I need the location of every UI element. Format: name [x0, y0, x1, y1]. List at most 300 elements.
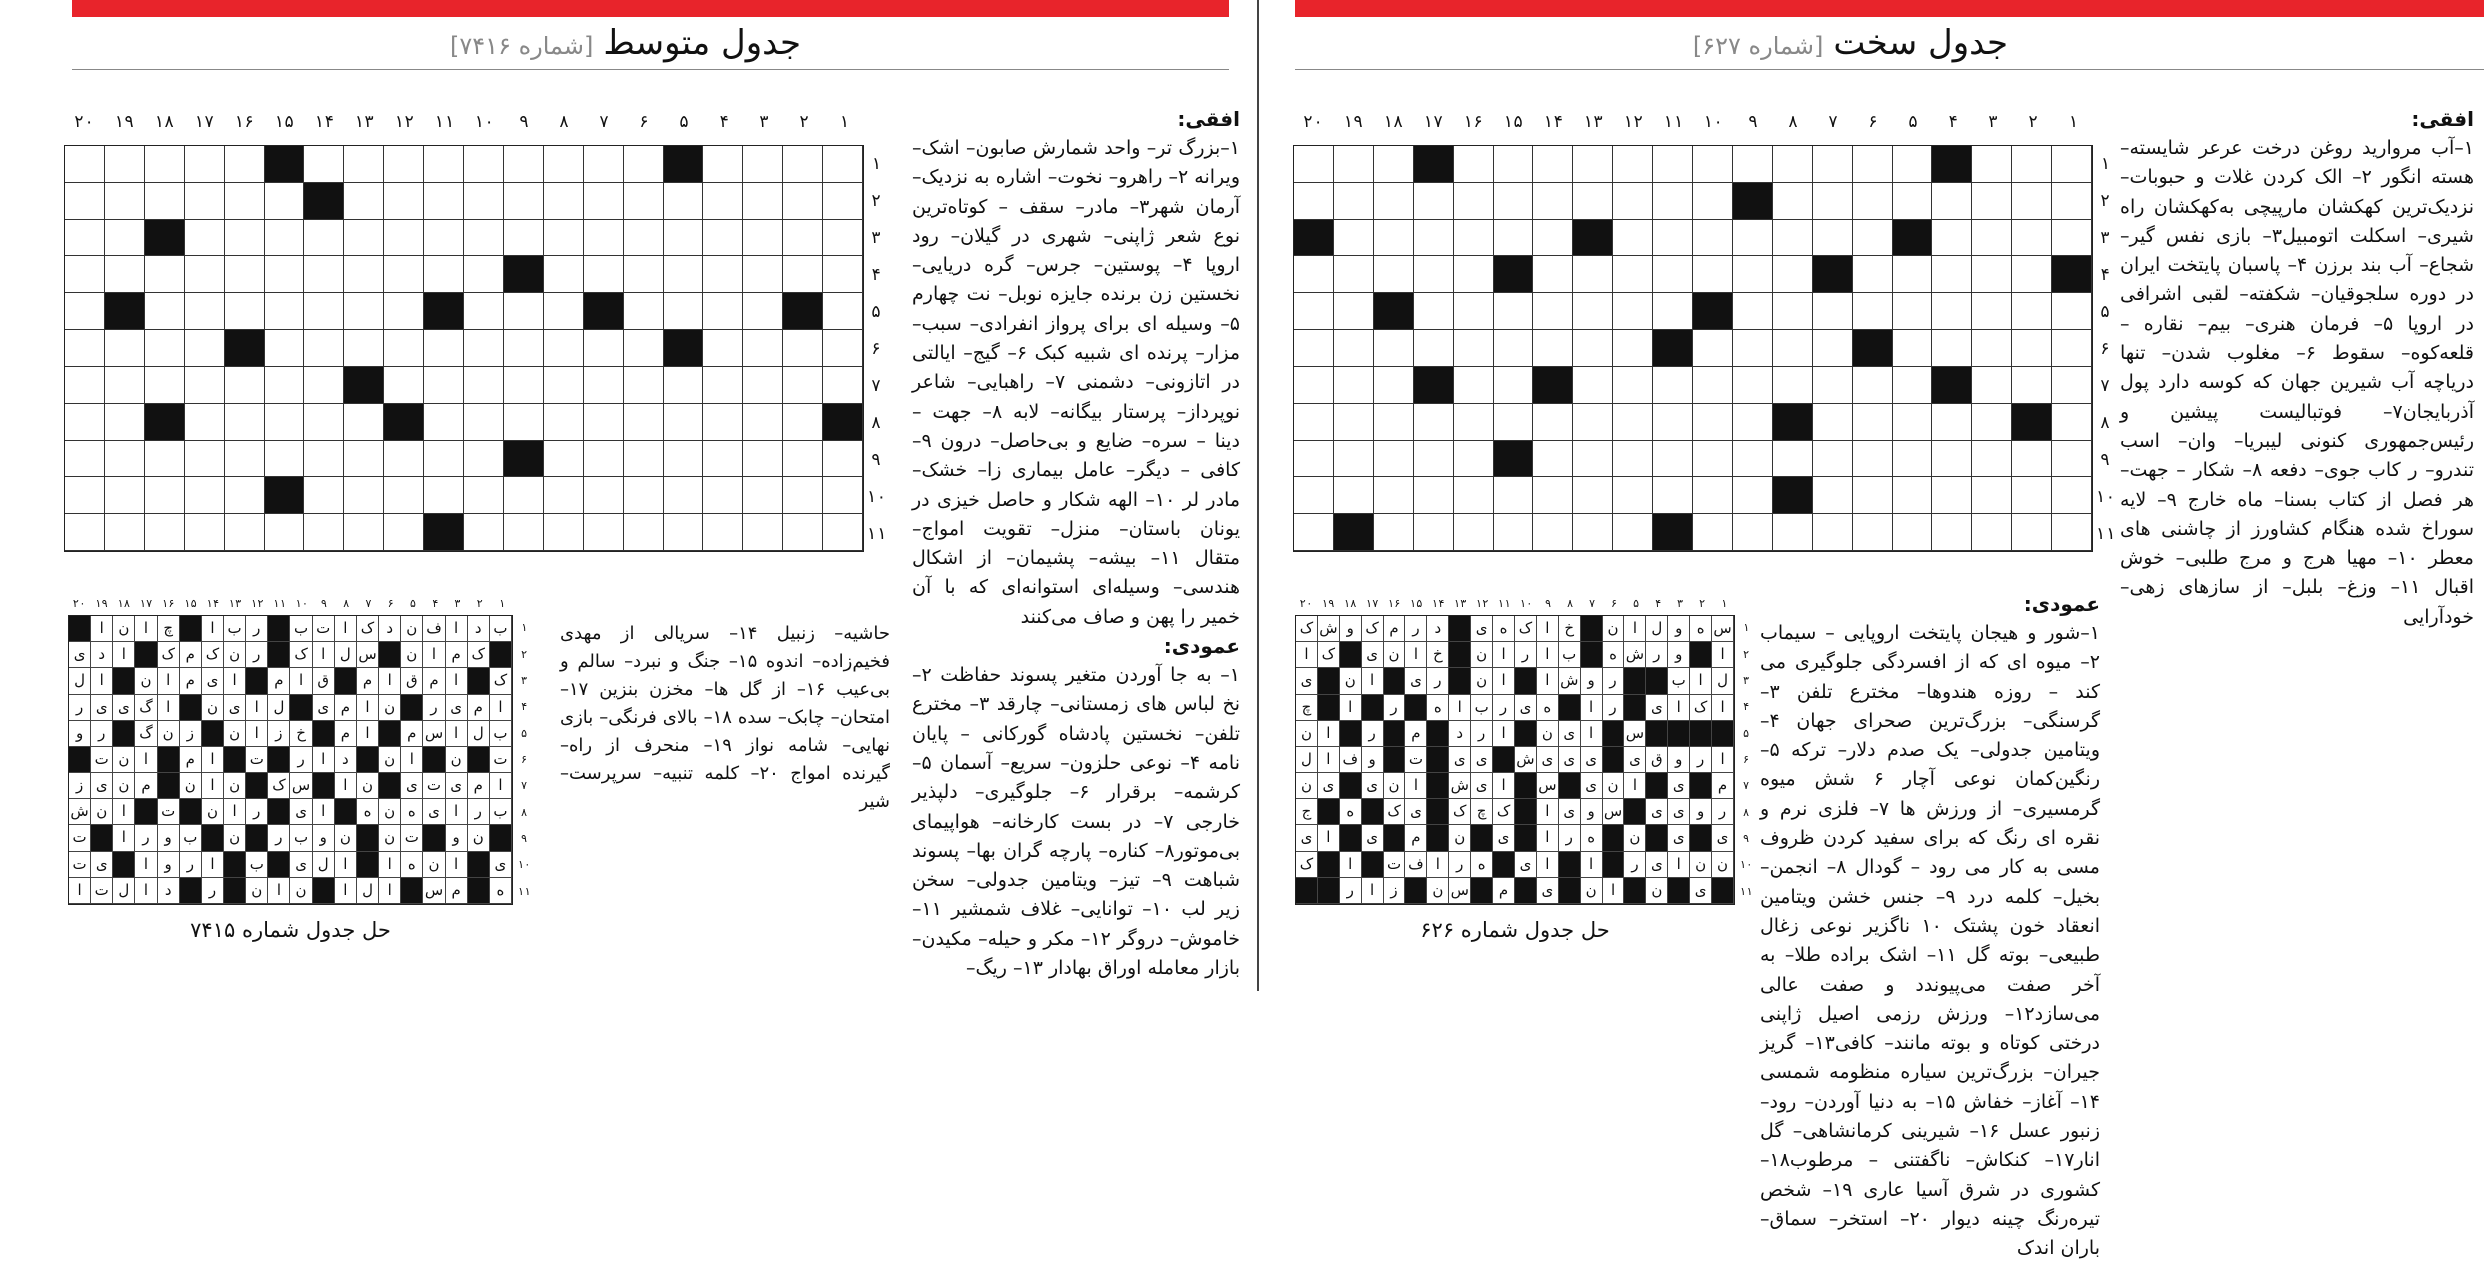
grid-cell[interactable] — [2052, 293, 2092, 330]
grid-cell[interactable] — [703, 477, 743, 514]
grid-cell[interactable] — [65, 367, 105, 404]
grid-cell[interactable] — [1733, 293, 1773, 330]
crossword-grid-right[interactable] — [1293, 145, 2093, 552]
grid-cell[interactable] — [544, 404, 584, 441]
grid-cell[interactable] — [1613, 514, 1653, 551]
grid-cell[interactable] — [384, 330, 424, 367]
grid-cell[interactable] — [1374, 404, 1414, 441]
grid-cell[interactable] — [1334, 146, 1374, 183]
grid-cell[interactable] — [1494, 514, 1534, 551]
grid-cell[interactable] — [145, 441, 185, 478]
grid-cell[interactable] — [664, 293, 704, 330]
grid-cell[interactable] — [544, 256, 584, 293]
grid-cell[interactable] — [1893, 183, 1933, 220]
grid-cell[interactable] — [703, 514, 743, 551]
grid-cell[interactable] — [344, 183, 384, 220]
grid-cell[interactable] — [624, 183, 664, 220]
grid-cell[interactable] — [2012, 183, 2052, 220]
grid-cell[interactable] — [265, 514, 305, 551]
grid-cell[interactable] — [304, 441, 344, 478]
grid-cell[interactable] — [664, 477, 704, 514]
grid-cell[interactable] — [424, 220, 464, 257]
grid-cell[interactable] — [384, 146, 424, 183]
grid-cell[interactable] — [424, 441, 464, 478]
grid-cell[interactable] — [544, 220, 584, 257]
grid-cell[interactable] — [344, 441, 384, 478]
grid-cell[interactable] — [1733, 441, 1773, 478]
grid-cell[interactable] — [265, 441, 305, 478]
grid-cell[interactable] — [1573, 293, 1613, 330]
grid-cell[interactable] — [145, 330, 185, 367]
grid-cell[interactable] — [743, 146, 783, 183]
grid-cell[interactable] — [624, 220, 664, 257]
grid-cell[interactable] — [1573, 441, 1613, 478]
grid-cell[interactable] — [1653, 293, 1693, 330]
grid-cell[interactable] — [1414, 441, 1454, 478]
grid-cell[interactable] — [105, 183, 145, 220]
grid-cell[interactable] — [1414, 330, 1454, 367]
grid-cell[interactable] — [304, 514, 344, 551]
grid-cell[interactable] — [2052, 514, 2092, 551]
grid-cell[interactable] — [225, 514, 265, 551]
grid-cell[interactable] — [424, 404, 464, 441]
grid-cell[interactable] — [1454, 367, 1494, 404]
grid-cell[interactable] — [265, 367, 305, 404]
grid-cell[interactable] — [1972, 220, 2012, 257]
grid-cell[interactable] — [384, 514, 424, 551]
grid-cell[interactable] — [1773, 441, 1813, 478]
grid-cell[interactable] — [664, 404, 704, 441]
grid-cell[interactable] — [1374, 441, 1414, 478]
grid-cell[interactable] — [1773, 183, 1813, 220]
grid-cell[interactable] — [1972, 404, 2012, 441]
grid-cell[interactable] — [1853, 404, 1893, 441]
grid-cell[interactable] — [424, 183, 464, 220]
grid-cell[interactable] — [1693, 256, 1733, 293]
grid-cell[interactable] — [424, 477, 464, 514]
grid-cell[interactable] — [1893, 514, 1933, 551]
grid-cell[interactable] — [823, 256, 863, 293]
grid-cell[interactable] — [1853, 293, 1893, 330]
grid-cell[interactable] — [823, 293, 863, 330]
grid-cell[interactable] — [584, 183, 624, 220]
grid-cell[interactable] — [65, 220, 105, 257]
grid-cell[interactable] — [145, 293, 185, 330]
grid-cell[interactable] — [2012, 441, 2052, 478]
grid-cell[interactable] — [1773, 330, 1813, 367]
grid-cell[interactable] — [1533, 256, 1573, 293]
grid-cell[interactable] — [1294, 256, 1334, 293]
grid-cell[interactable] — [2012, 256, 2052, 293]
grid-cell[interactable] — [145, 256, 185, 293]
grid-cell[interactable] — [1533, 441, 1573, 478]
grid-cell[interactable] — [1294, 477, 1334, 514]
grid-cell[interactable] — [664, 256, 704, 293]
grid-cell[interactable] — [464, 441, 504, 478]
grid-cell[interactable] — [1853, 146, 1893, 183]
grid-cell[interactable] — [1573, 146, 1613, 183]
grid-cell[interactable] — [743, 183, 783, 220]
grid-cell[interactable] — [783, 256, 823, 293]
grid-cell[interactable] — [743, 256, 783, 293]
grid-cell[interactable] — [624, 441, 664, 478]
grid-cell[interactable] — [1773, 367, 1813, 404]
grid-cell[interactable] — [783, 220, 823, 257]
grid-cell[interactable] — [1334, 330, 1374, 367]
grid-cell[interactable] — [1773, 514, 1813, 551]
grid-cell[interactable] — [304, 477, 344, 514]
grid-cell[interactable] — [65, 293, 105, 330]
grid-cell[interactable] — [703, 441, 743, 478]
grid-cell[interactable] — [703, 330, 743, 367]
grid-cell[interactable] — [1533, 146, 1573, 183]
grid-cell[interactable] — [2052, 367, 2092, 404]
grid-cell[interactable] — [2052, 441, 2092, 478]
grid-cell[interactable] — [1972, 183, 2012, 220]
grid-cell[interactable] — [1972, 367, 2012, 404]
grid-cell[interactable] — [2012, 293, 2052, 330]
grid-cell[interactable] — [384, 293, 424, 330]
grid-cell[interactable] — [344, 146, 384, 183]
grid-cell[interactable] — [743, 367, 783, 404]
grid-cell[interactable] — [464, 293, 504, 330]
grid-cell[interactable] — [1533, 183, 1573, 220]
grid-cell[interactable] — [185, 293, 225, 330]
grid-cell[interactable] — [1813, 220, 1853, 257]
grid-cell[interactable] — [2012, 146, 2052, 183]
grid-cell[interactable] — [1533, 293, 1573, 330]
grid-cell[interactable] — [185, 441, 225, 478]
grid-cell[interactable] — [1454, 404, 1494, 441]
grid-cell[interactable] — [464, 367, 504, 404]
grid-cell[interactable] — [1414, 183, 1454, 220]
grid-cell[interactable] — [1334, 404, 1374, 441]
grid-cell[interactable] — [584, 441, 624, 478]
grid-cell[interactable] — [783, 146, 823, 183]
grid-cell[interactable] — [105, 441, 145, 478]
grid-cell[interactable] — [105, 404, 145, 441]
grid-cell[interactable] — [265, 293, 305, 330]
grid-cell[interactable] — [424, 367, 464, 404]
grid-cell[interactable] — [185, 514, 225, 551]
grid-cell[interactable] — [584, 404, 624, 441]
grid-cell[interactable] — [1693, 146, 1733, 183]
grid-cell[interactable] — [1573, 256, 1613, 293]
grid-cell[interactable] — [344, 514, 384, 551]
grid-cell[interactable] — [225, 256, 265, 293]
grid-cell[interactable] — [225, 477, 265, 514]
grid-cell[interactable] — [1374, 183, 1414, 220]
grid-cell[interactable] — [1454, 441, 1494, 478]
grid-cell[interactable] — [384, 220, 424, 257]
grid-cell[interactable] — [145, 477, 185, 514]
grid-cell[interactable] — [1932, 293, 1972, 330]
grid-cell[interactable] — [1653, 404, 1693, 441]
grid-cell[interactable] — [1653, 441, 1693, 478]
grid-cell[interactable] — [65, 183, 105, 220]
grid-cell[interactable] — [1733, 367, 1773, 404]
grid-cell[interactable] — [1613, 256, 1653, 293]
grid-cell[interactable] — [1972, 477, 2012, 514]
grid-cell[interactable] — [304, 256, 344, 293]
grid-cell[interactable] — [624, 256, 664, 293]
grid-cell[interactable] — [65, 330, 105, 367]
grid-cell[interactable] — [1932, 256, 1972, 293]
grid-cell[interactable] — [1853, 477, 1893, 514]
grid-cell[interactable] — [145, 183, 185, 220]
grid-cell[interactable] — [2052, 477, 2092, 514]
grid-cell[interactable] — [1853, 256, 1893, 293]
grid-cell[interactable] — [1932, 477, 1972, 514]
grid-cell[interactable] — [1813, 404, 1853, 441]
grid-cell[interactable] — [1334, 477, 1374, 514]
grid-cell[interactable] — [1733, 514, 1773, 551]
grid-cell[interactable] — [1693, 367, 1733, 404]
grid-cell[interactable] — [2052, 220, 2092, 257]
grid-cell[interactable] — [1414, 404, 1454, 441]
grid-cell[interactable] — [1932, 514, 1972, 551]
grid-cell[interactable] — [1693, 220, 1733, 257]
grid-cell[interactable] — [1693, 404, 1733, 441]
grid-cell[interactable] — [743, 293, 783, 330]
grid-cell[interactable] — [1414, 256, 1454, 293]
grid-cell[interactable] — [823, 330, 863, 367]
grid-cell[interactable] — [1653, 220, 1693, 257]
grid-cell[interactable] — [1932, 441, 1972, 478]
grid-cell[interactable] — [783, 477, 823, 514]
grid-cell[interactable] — [1454, 293, 1494, 330]
grid-cell[interactable] — [225, 183, 265, 220]
grid-cell[interactable] — [1613, 367, 1653, 404]
grid-cell[interactable] — [304, 404, 344, 441]
grid-cell[interactable] — [1454, 477, 1494, 514]
grid-cell[interactable] — [145, 367, 185, 404]
grid-cell[interactable] — [1893, 146, 1933, 183]
grid-cell[interactable] — [1294, 367, 1334, 404]
grid-cell[interactable] — [185, 183, 225, 220]
grid-cell[interactable] — [823, 367, 863, 404]
grid-cell[interactable] — [544, 146, 584, 183]
grid-cell[interactable] — [424, 256, 464, 293]
grid-cell[interactable] — [265, 404, 305, 441]
grid-cell[interactable] — [783, 404, 823, 441]
grid-cell[interactable] — [1334, 367, 1374, 404]
grid-cell[interactable] — [1374, 220, 1414, 257]
grid-cell[interactable] — [304, 293, 344, 330]
grid-cell[interactable] — [1494, 183, 1534, 220]
grid-cell[interactable] — [504, 146, 544, 183]
grid-cell[interactable] — [105, 477, 145, 514]
grid-cell[interactable] — [1494, 293, 1534, 330]
grid-cell[interactable] — [1613, 330, 1653, 367]
grid-cell[interactable] — [185, 367, 225, 404]
grid-cell[interactable] — [1494, 330, 1534, 367]
grid-cell[interactable] — [1294, 183, 1334, 220]
grid-cell[interactable] — [344, 477, 384, 514]
grid-cell[interactable] — [1972, 441, 2012, 478]
grid-cell[interactable] — [1693, 514, 1733, 551]
grid-cell[interactable] — [344, 256, 384, 293]
grid-cell[interactable] — [185, 146, 225, 183]
grid-cell[interactable] — [1414, 293, 1454, 330]
grid-cell[interactable] — [1334, 183, 1374, 220]
grid-cell[interactable] — [225, 441, 265, 478]
grid-cell[interactable] — [105, 514, 145, 551]
grid-cell[interactable] — [1653, 183, 1693, 220]
grid-cell[interactable] — [1773, 256, 1813, 293]
grid-cell[interactable] — [1334, 220, 1374, 257]
grid-cell[interactable] — [1613, 404, 1653, 441]
grid-cell[interactable] — [1613, 183, 1653, 220]
grid-cell[interactable] — [1613, 293, 1653, 330]
grid-cell[interactable] — [1494, 477, 1534, 514]
grid-cell[interactable] — [1972, 330, 2012, 367]
grid-cell[interactable] — [1733, 477, 1773, 514]
grid-cell[interactable] — [225, 404, 265, 441]
grid-cell[interactable] — [664, 220, 704, 257]
grid-cell[interactable] — [1813, 477, 1853, 514]
grid-cell[interactable] — [2052, 183, 2092, 220]
grid-cell[interactable] — [105, 367, 145, 404]
grid-cell[interactable] — [1972, 514, 2012, 551]
grid-cell[interactable] — [65, 441, 105, 478]
grid-cell[interactable] — [783, 183, 823, 220]
grid-cell[interactable] — [1932, 220, 1972, 257]
grid-cell[interactable] — [624, 367, 664, 404]
grid-cell[interactable] — [1653, 256, 1693, 293]
grid-cell[interactable] — [743, 441, 783, 478]
grid-cell[interactable] — [384, 477, 424, 514]
grid-cell[interactable] — [2052, 146, 2092, 183]
grid-cell[interactable] — [1972, 256, 2012, 293]
grid-cell[interactable] — [304, 330, 344, 367]
grid-cell[interactable] — [2052, 404, 2092, 441]
grid-cell[interactable] — [743, 220, 783, 257]
grid-cell[interactable] — [1693, 441, 1733, 478]
grid-cell[interactable] — [703, 404, 743, 441]
grid-cell[interactable] — [265, 330, 305, 367]
grid-cell[interactable] — [1853, 441, 1893, 478]
grid-cell[interactable] — [544, 441, 584, 478]
grid-cell[interactable] — [1853, 183, 1893, 220]
grid-cell[interactable] — [703, 256, 743, 293]
grid-cell[interactable] — [105, 256, 145, 293]
grid-cell[interactable] — [145, 146, 185, 183]
grid-cell[interactable] — [344, 220, 384, 257]
grid-cell[interactable] — [823, 477, 863, 514]
grid-cell[interactable] — [664, 183, 704, 220]
grid-cell[interactable] — [1374, 146, 1414, 183]
grid-cell[interactable] — [1494, 367, 1534, 404]
grid-cell[interactable] — [1334, 256, 1374, 293]
grid-cell[interactable] — [2012, 220, 2052, 257]
grid-cell[interactable] — [1533, 404, 1573, 441]
grid-cell[interactable] — [424, 146, 464, 183]
grid-cell[interactable] — [2012, 477, 2052, 514]
grid-cell[interactable] — [225, 220, 265, 257]
grid-cell[interactable] — [1813, 441, 1853, 478]
grid-cell[interactable] — [1414, 514, 1454, 551]
grid-cell[interactable] — [1893, 477, 1933, 514]
grid-cell[interactable] — [1693, 330, 1733, 367]
grid-cell[interactable] — [1693, 183, 1733, 220]
grid-cell[interactable] — [1972, 146, 2012, 183]
grid-cell[interactable] — [225, 146, 265, 183]
grid-cell[interactable] — [1533, 514, 1573, 551]
grid-cell[interactable] — [1494, 404, 1534, 441]
grid-cell[interactable] — [584, 477, 624, 514]
grid-cell[interactable] — [464, 183, 504, 220]
grid-cell[interactable] — [584, 256, 624, 293]
grid-cell[interactable] — [464, 256, 504, 293]
grid-cell[interactable] — [145, 514, 185, 551]
grid-cell[interactable] — [225, 367, 265, 404]
grid-cell[interactable] — [464, 477, 504, 514]
grid-cell[interactable] — [703, 367, 743, 404]
grid-cell[interactable] — [265, 220, 305, 257]
grid-cell[interactable] — [1932, 183, 1972, 220]
grid-cell[interactable] — [504, 514, 544, 551]
grid-cell[interactable] — [185, 404, 225, 441]
grid-cell[interactable] — [464, 404, 504, 441]
grid-cell[interactable] — [584, 330, 624, 367]
grid-cell[interactable] — [544, 330, 584, 367]
grid-cell[interactable] — [1454, 146, 1494, 183]
grid-cell[interactable] — [185, 256, 225, 293]
grid-cell[interactable] — [344, 404, 384, 441]
grid-cell[interactable] — [624, 293, 664, 330]
grid-cell[interactable] — [1853, 514, 1893, 551]
grid-cell[interactable] — [185, 477, 225, 514]
grid-cell[interactable] — [464, 220, 504, 257]
grid-cell[interactable] — [1494, 146, 1534, 183]
grid-cell[interactable] — [624, 330, 664, 367]
grid-cell[interactable] — [1653, 477, 1693, 514]
grid-cell[interactable] — [664, 441, 704, 478]
grid-cell[interactable] — [1414, 477, 1454, 514]
grid-cell[interactable] — [1414, 220, 1454, 257]
grid-cell[interactable] — [1613, 441, 1653, 478]
grid-cell[interactable] — [504, 293, 544, 330]
grid-cell[interactable] — [1374, 330, 1414, 367]
grid-cell[interactable] — [1653, 146, 1693, 183]
grid-cell[interactable] — [384, 256, 424, 293]
grid-cell[interactable] — [384, 441, 424, 478]
grid-cell[interactable] — [1573, 330, 1613, 367]
grid-cell[interactable] — [664, 514, 704, 551]
grid-cell[interactable] — [1613, 220, 1653, 257]
grid-cell[interactable] — [703, 183, 743, 220]
grid-cell[interactable] — [1454, 256, 1494, 293]
grid-cell[interactable] — [823, 183, 863, 220]
grid-cell[interactable] — [2012, 514, 2052, 551]
grid-cell[interactable] — [1454, 183, 1494, 220]
grid-cell[interactable] — [65, 404, 105, 441]
grid-cell[interactable] — [743, 330, 783, 367]
grid-cell[interactable] — [384, 183, 424, 220]
grid-cell[interactable] — [1533, 220, 1573, 257]
grid-cell[interactable] — [823, 220, 863, 257]
grid-cell[interactable] — [304, 367, 344, 404]
grid-cell[interactable] — [2012, 367, 2052, 404]
grid-cell[interactable] — [624, 514, 664, 551]
grid-cell[interactable] — [2052, 330, 2092, 367]
grid-cell[interactable] — [823, 441, 863, 478]
grid-cell[interactable] — [703, 220, 743, 257]
grid-cell[interactable] — [1972, 293, 2012, 330]
grid-cell[interactable] — [105, 146, 145, 183]
grid-cell[interactable] — [1932, 330, 1972, 367]
